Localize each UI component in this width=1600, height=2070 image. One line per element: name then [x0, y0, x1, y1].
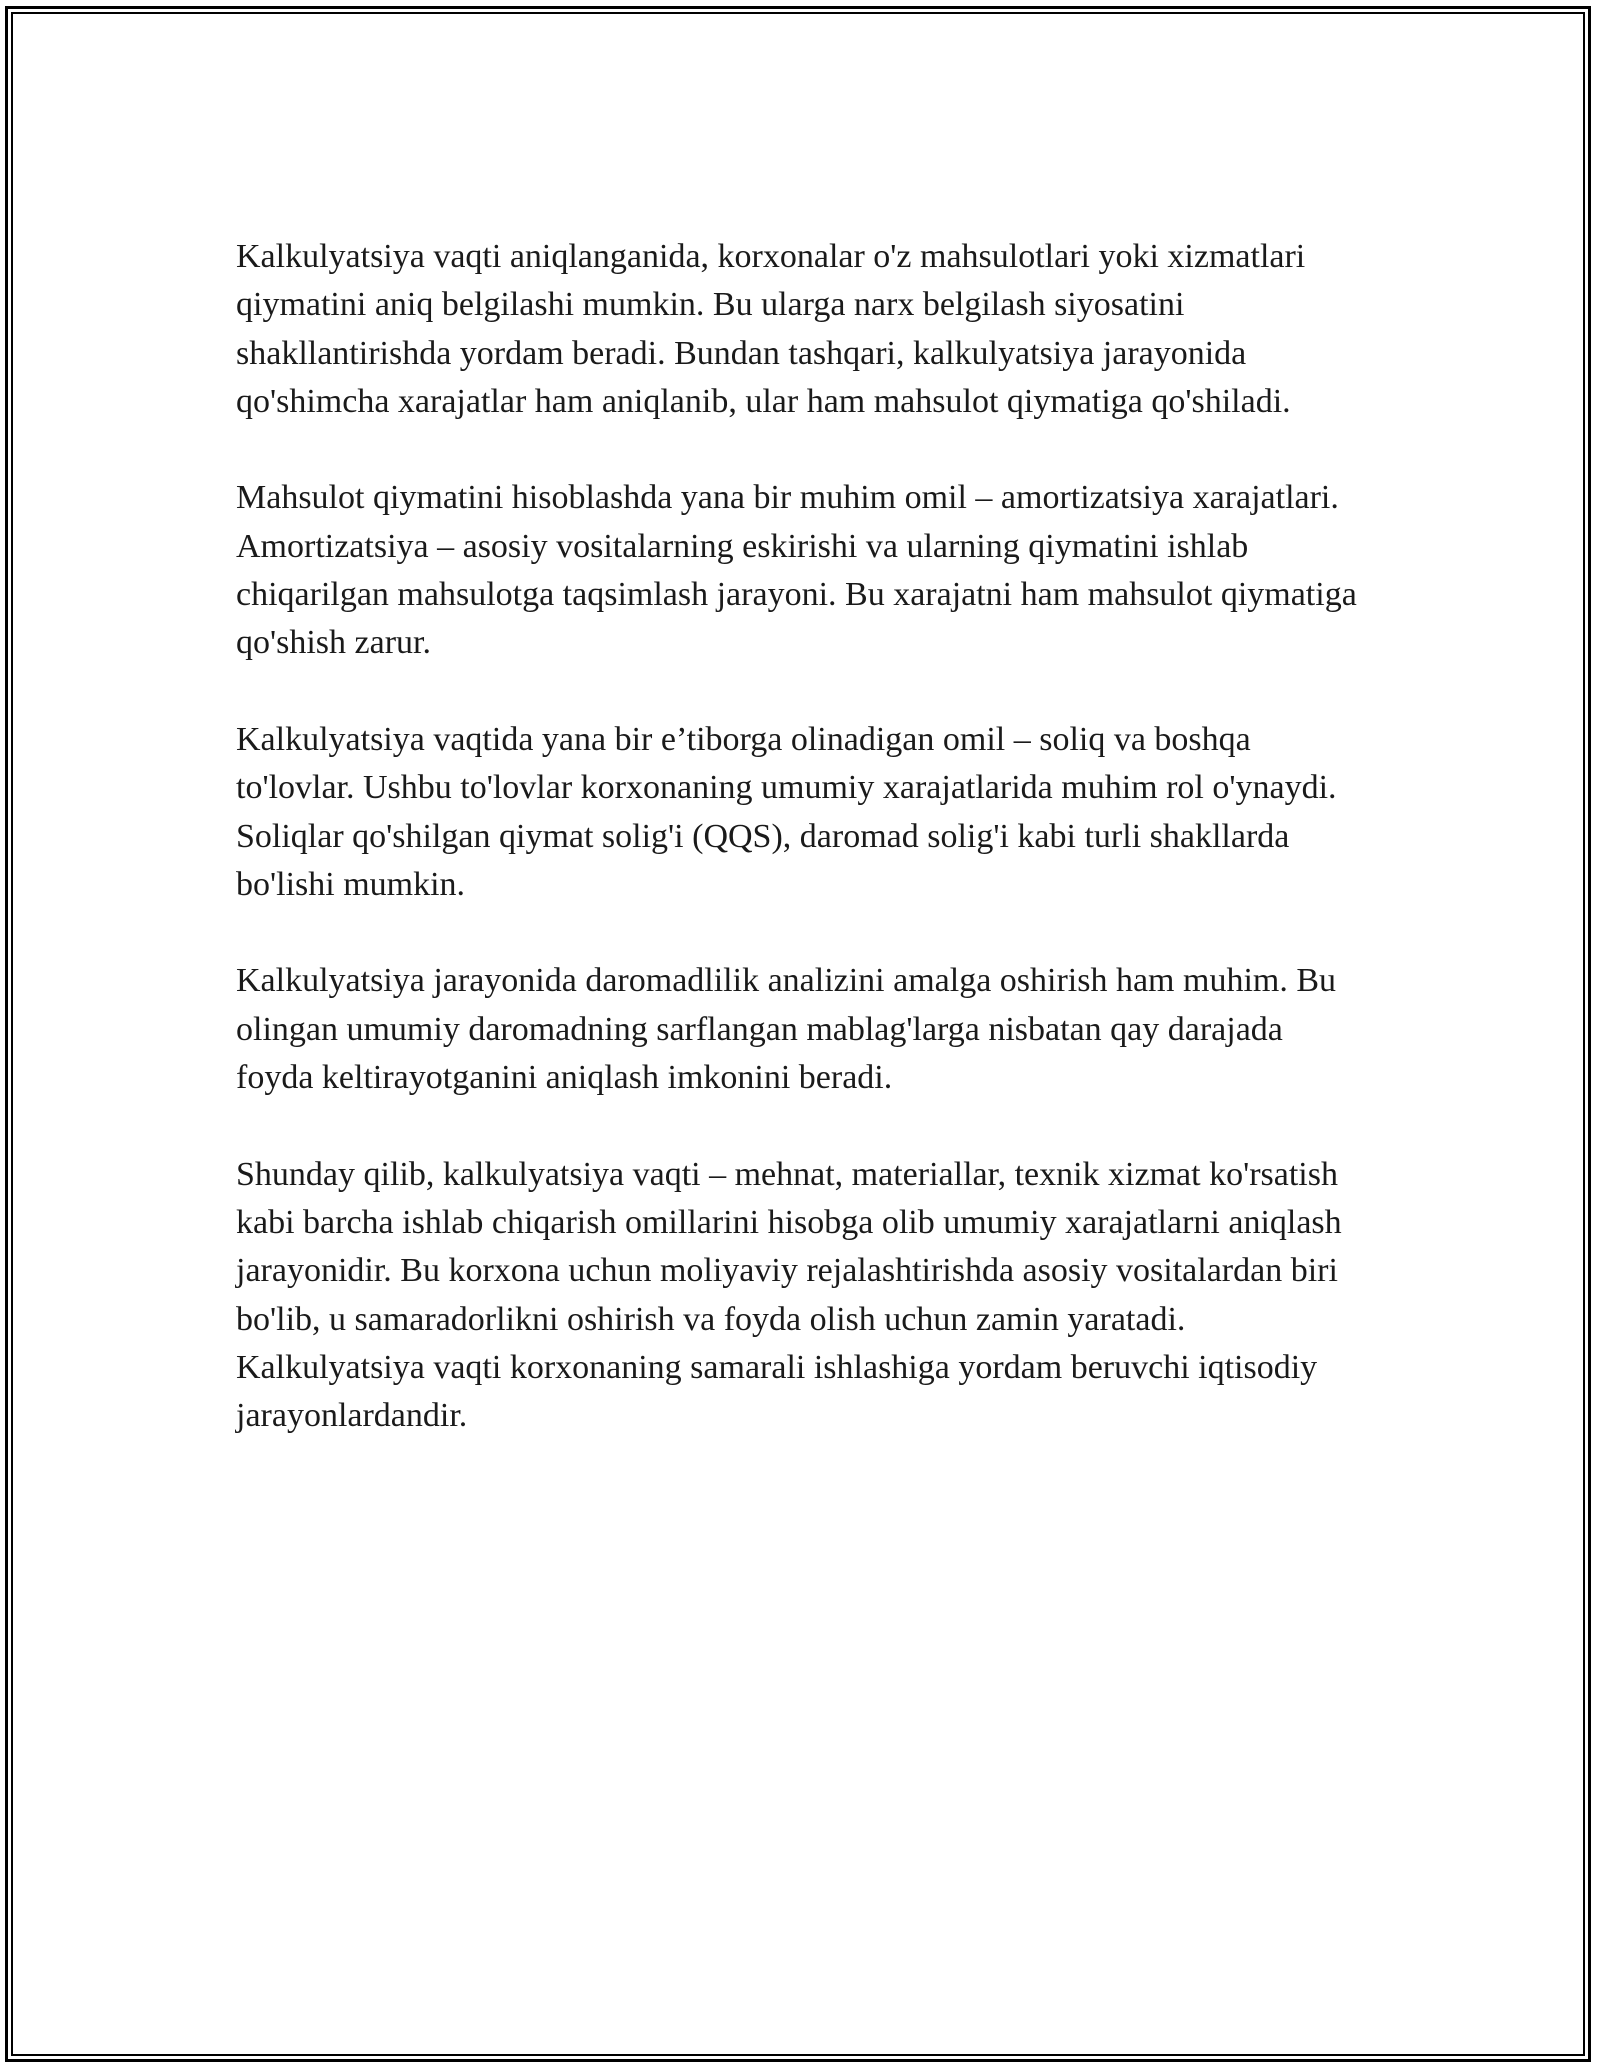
paragraph-1: Kalkulyatsiya vaqti aniqlanganida, korxonalar o'z mahsulotlari yoki xizmatlari qiymatini aniq belgilashi mumkin. Bu ularga narx belgilash siyosatini shakllantirishda yordam beradi. Bundan tashqari, kalkulyatsiya jarayonida qo'shimcha xarajatlar ham aniqlanib, ular ham mahsulot qiymatiga qo'shiladi. — [236, 238, 1306, 420]
paragraph-3: Kalkulyatsiya vaqtida yana bir e’tiborga olinadigan omil – soliq va boshqa to'lovlar. Ushbu to'lovlar korxonaning umumiy xarajatlarida muhim rol o'ynaydi. Soliqlar qo'shilgan qiymat solig'i (QQS), daromad solig'i kabi turli shakllarda bo'lishi mumkin. — [236, 720, 1337, 903]
paragraph-4: Kalkulyatsiya jarayonida daromadlilik analizini amalga oshirish ham muhim. Bu olingan umumiy daromadning sarflangan mablag'larga nisbatan qay darajada foyda keltirayotganini aniqlash imkonini beradi. — [236, 962, 1337, 1097]
document-body — [236, 233, 1366, 1489]
paragraph-5: Shunday qilib, kalkulyatsiya vaqti – mehnat, materiallar, texnik xizmat ko'rsatish kabi barcha ishlab chiqarish omillarini hisobga olib umumiy xarajatlarni aniqlash jarayonidir. Bu korxona uchun moliyaviy rejalashtirishda asosiy vositalardan biri bo'lib, u samaradorlikni oshirish va foyda olish uchun zamin yaratadi. Kalkulyatsiya vaqti korxonaning samarali ishlashiga yordam beruvchi iqtisodiy jarayonlardandir. — [236, 1155, 1342, 1435]
paragraph-2: Mahsulot qiymatini hisoblashda yana bir muhim omil – amortizatsiya xarajatlari. Amortizatsiya – asosiy vositalarning eskirishi va ularning qiymatini ishlab chiqarilgan mahsulotga taqsimlash jarayoni. Bu xarajatni ham mahsulot qiymatiga qo'shish zarur. — [236, 479, 1357, 662]
